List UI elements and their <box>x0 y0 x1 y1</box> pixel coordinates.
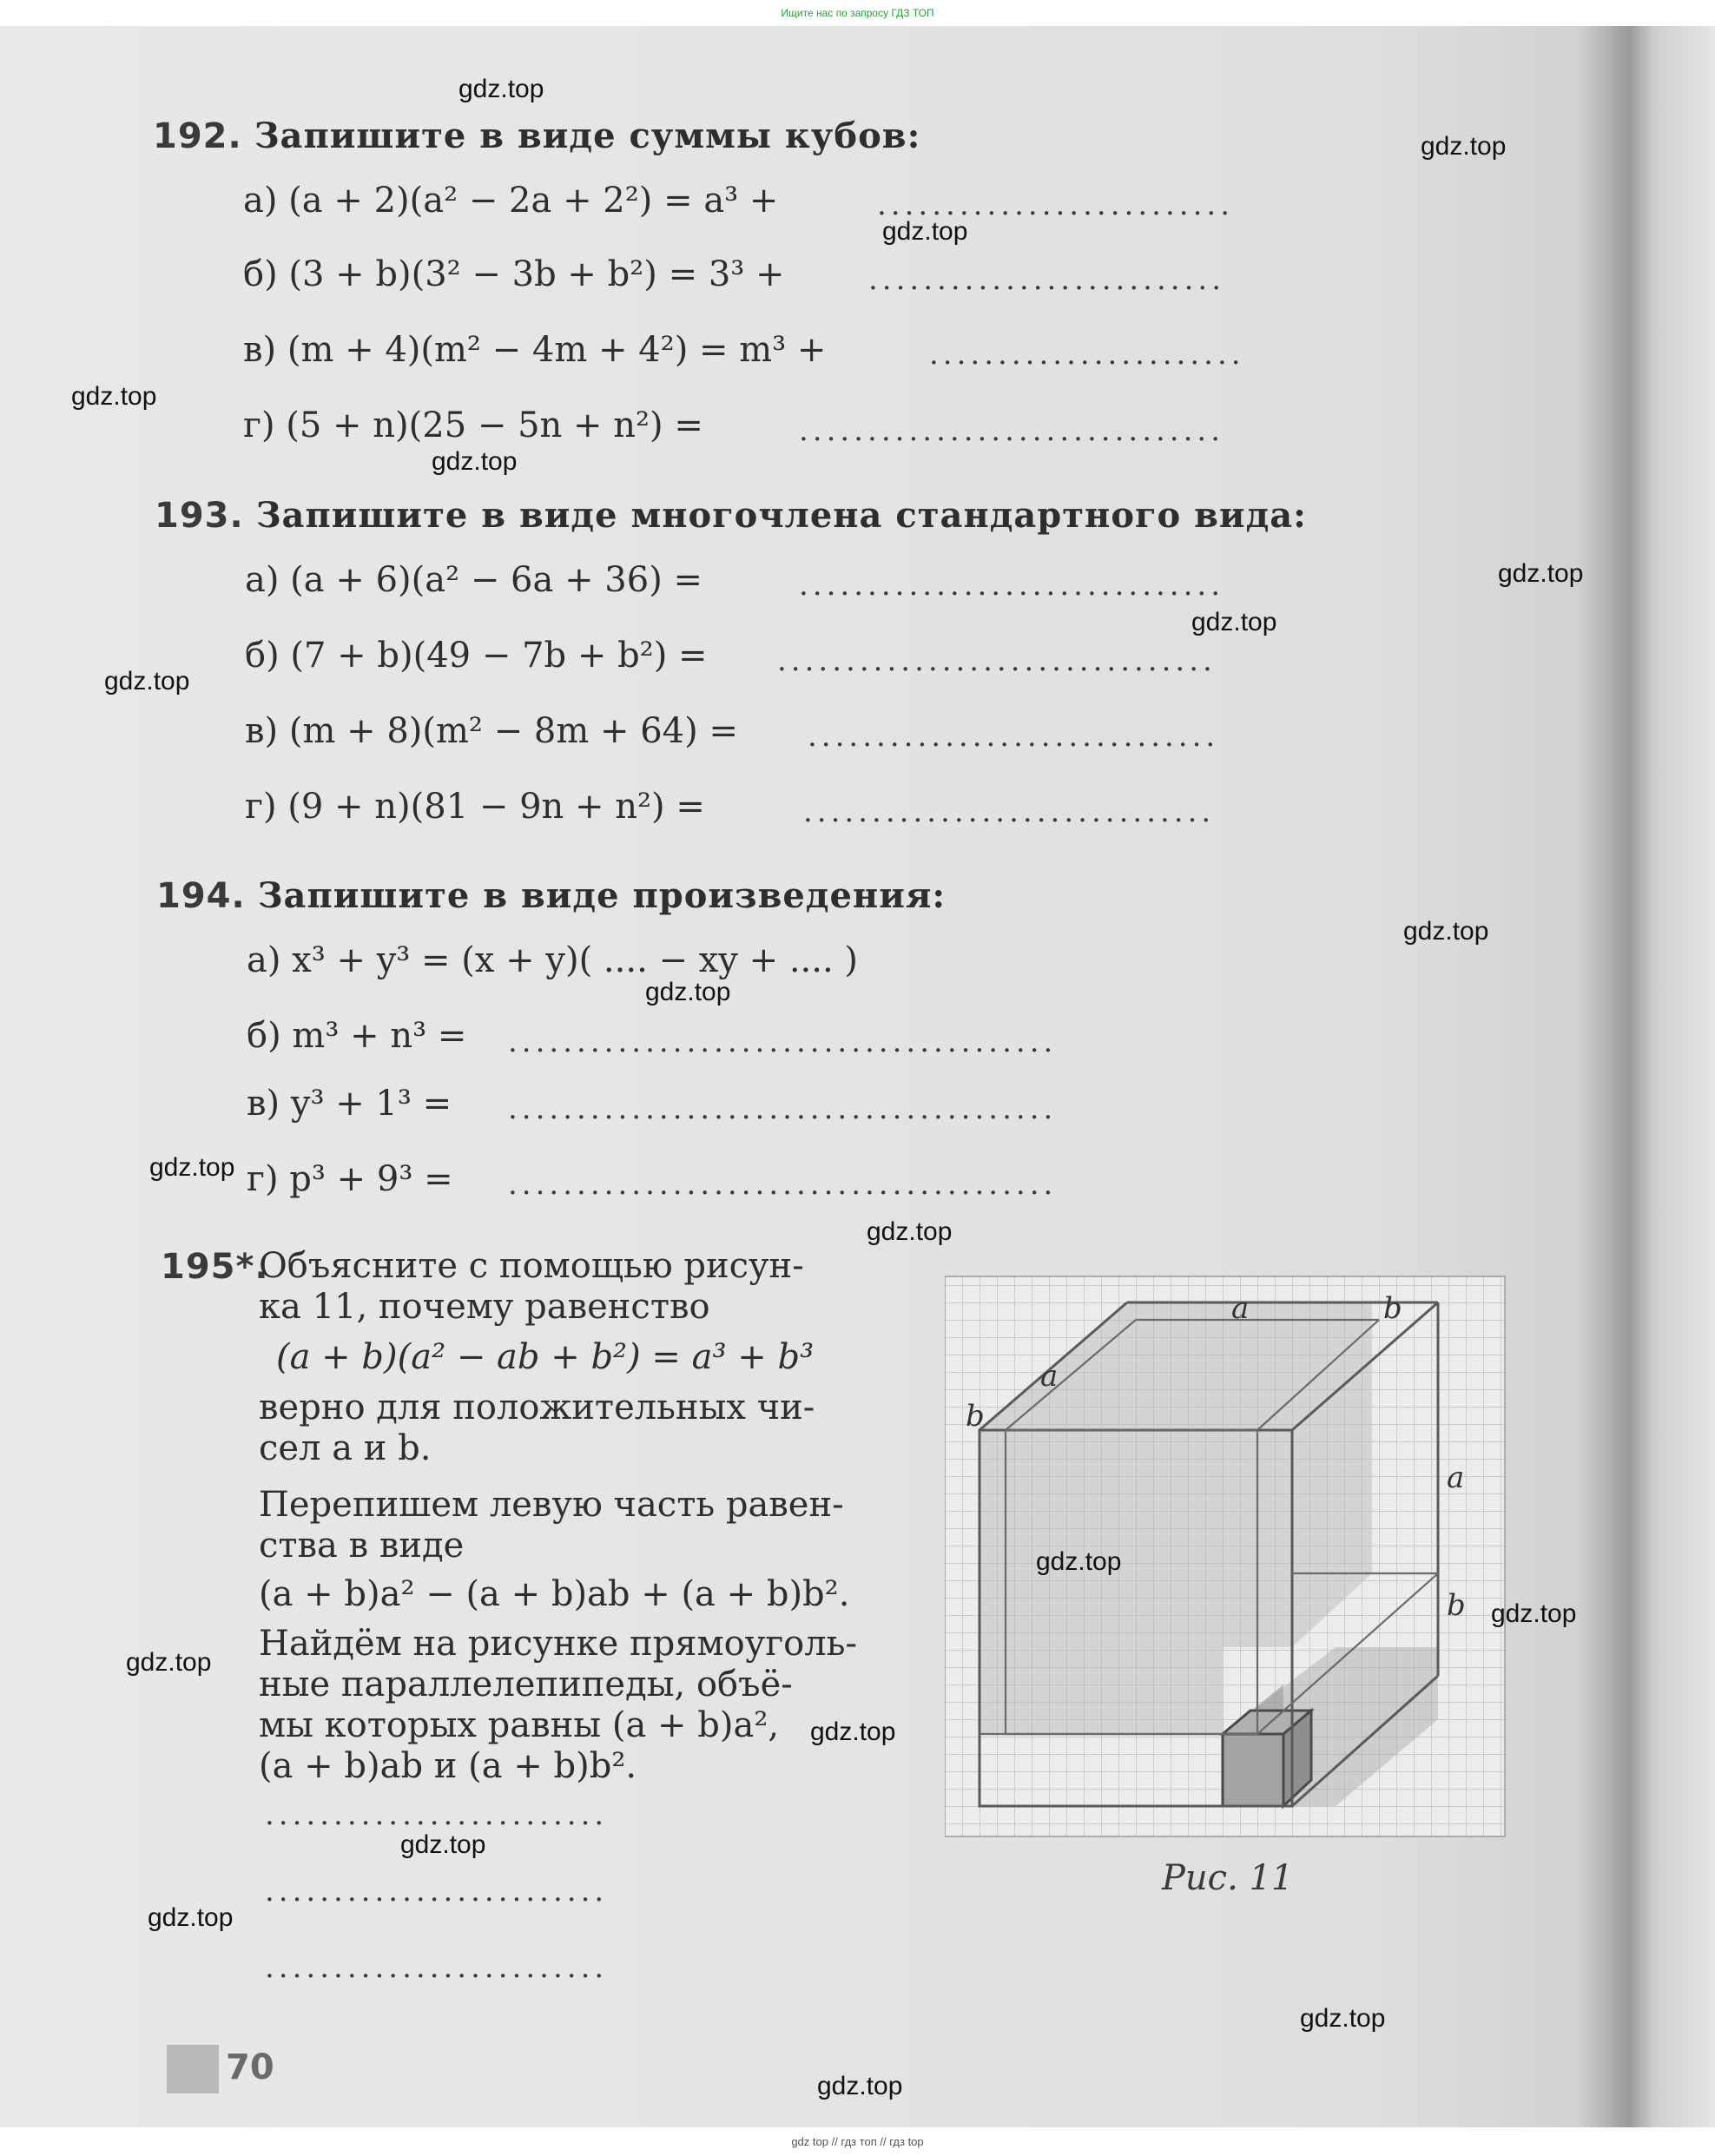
answer-line[interactable]: ............................... <box>799 413 1225 448</box>
exercise-192-number: 192. <box>153 116 242 156</box>
item-expr: (a + 6)(a² − 6a + 36) = <box>290 560 703 600</box>
exercise-195-line-6: Перепишем левую часть равен- <box>259 1485 844 1525</box>
exercise-194-item-v <box>247 1084 452 1124</box>
item-label: г) <box>247 1159 279 1199</box>
watermark-text: gdz.top <box>104 667 190 696</box>
exercise-192-item-b <box>243 254 785 294</box>
label-a-top: a <box>1231 1291 1250 1326</box>
exercise-194-item-b <box>247 1016 466 1056</box>
answer-line[interactable]: ........................................ <box>508 1167 1058 1202</box>
answer-line[interactable]: ............................... <box>799 568 1225 603</box>
item-expr: x³ + y³ = (x + y)( .... − xy + .... ) <box>292 940 859 980</box>
item-expr: (m + 8)(m² − 8m + 64) = <box>288 711 738 751</box>
watermark-text: gdz.top <box>148 1903 234 1932</box>
item-label: б) <box>247 1016 281 1056</box>
exercise-193-heading <box>155 495 1307 536</box>
answer-line[interactable]: ........................................ <box>508 1025 1058 1059</box>
watermark-text: gdz.top <box>882 217 968 246</box>
exercise-195-identity: (a + b)(a² − ab + b²) = a³ + b³ <box>276 1337 815 1377</box>
watermark-text: gdz.top <box>432 447 518 476</box>
watermark-text: gdz.top <box>458 75 544 103</box>
watermark-text: gdz.top <box>149 1153 235 1182</box>
exercise-193-item-a <box>245 560 702 600</box>
label-a-right: a <box>1447 1460 1465 1495</box>
exercise-195-number: 195*. <box>161 1247 269 1287</box>
item-label: в) <box>245 711 279 751</box>
answer-line[interactable]: .......................... <box>868 262 1225 297</box>
item-expr: (7 + b)(49 − 7b + b²) = <box>290 636 708 676</box>
watermark-text: gdz.top <box>1191 608 1277 636</box>
watermark-text: gdz.top <box>1498 559 1584 588</box>
exercise-195-line-1: Объясните с помощью рисун- <box>259 1246 804 1286</box>
item-label: г) <box>243 405 275 445</box>
item-label: б) <box>243 254 278 294</box>
answer-line[interactable]: ......................... <box>265 1950 609 1985</box>
item-expr: (5 + n)(25 − 5n + n²) = <box>286 405 703 445</box>
item-label: в) <box>247 1084 280 1124</box>
exercise-194-item-a <box>247 940 858 980</box>
exercise-192-heading <box>153 115 920 156</box>
item-expr: (m + 4)(m² − 4m + 4²) = m³ + <box>287 330 827 370</box>
exercise-193-item-v <box>245 711 738 751</box>
exercise-192-item-v <box>243 330 826 370</box>
cube-diagram <box>945 1268 1511 1851</box>
answer-line[interactable]: ......................... <box>265 1797 609 1832</box>
bottom-banner-text: gdz top // гдз топ // гдз top <box>791 2135 924 2148</box>
watermark-text: gdz.top <box>817 2072 903 2100</box>
exercise-195-line-11: мы которых равны (a + b)a², <box>259 1705 780 1745</box>
bottom-banner <box>0 2127 1715 2156</box>
exercise-194-number: 194. <box>156 876 246 916</box>
label-b-right: b <box>1447 1588 1466 1623</box>
figure-caption: Рис. 11 <box>1162 1858 1294 1898</box>
label-a-left: a <box>1040 1359 1059 1394</box>
answer-line[interactable]: .............................. <box>803 794 1216 829</box>
exercise-192-title: Запишите в виде суммы кубов: <box>254 115 921 156</box>
watermark-text: gdz.top <box>71 382 157 411</box>
exercise-195-line-12: (a + b)ab и (a + b)b². <box>259 1746 637 1786</box>
figure-11 <box>945 1268 1511 1851</box>
exercise-193-item-g <box>245 787 705 827</box>
exercise-195-line-9: Найдём на рисунке прямоуголь- <box>259 1624 857 1664</box>
exercise-194-heading <box>156 875 946 916</box>
exercise-192-item-g <box>243 405 703 445</box>
watermark-text: gdz.top <box>1403 917 1489 946</box>
exercise-194-item-g <box>247 1159 453 1199</box>
watermark-text: gdz.top <box>810 1718 896 1746</box>
answer-line[interactable]: ................................ <box>777 643 1217 678</box>
watermark-text: gdz.top <box>1300 2004 1386 2033</box>
answer-line[interactable]: .............................. <box>808 719 1220 754</box>
label-b-left: b <box>966 1399 985 1434</box>
exercise-193-item-b <box>245 636 708 676</box>
item-label: а) <box>243 181 278 221</box>
item-expr: (a + 2)(a² − 2a + 2²) = a³ + <box>288 181 779 221</box>
exercise-194-title: Запишите в виде произведения: <box>257 875 947 916</box>
item-label: б) <box>245 636 280 676</box>
watermark-text: gdz.top <box>126 1648 212 1677</box>
exercise-195-line-7: ства в виде <box>259 1526 465 1566</box>
exercise-195-line-10: ные параллелепипеды, объё- <box>259 1665 793 1704</box>
item-label: г) <box>245 787 277 827</box>
item-label: в) <box>243 330 277 370</box>
item-label: а) <box>247 940 281 980</box>
item-expr: p³ + 9³ = <box>289 1159 453 1199</box>
watermark-text: gdz.top <box>1036 1547 1122 1576</box>
page-number-badge <box>167 2045 219 2093</box>
answer-line[interactable]: .......................... <box>877 188 1234 222</box>
exercise-195-line-8: (a + b)a² − (a + b)ab + (a + b)b². <box>259 1574 850 1614</box>
item-expr: (3 + b)(3² − 3b + b²) = 3³ + <box>288 254 785 294</box>
answer-line[interactable]: ........................................ <box>508 1091 1058 1126</box>
textbook-page <box>0 26 1715 2127</box>
label-b-top: b <box>1383 1291 1402 1326</box>
exercise-195-line-5: сел a и b. <box>259 1428 432 1468</box>
page-number: 70 <box>226 2047 274 2087</box>
exercise-195-line-4: верно для положительных чи- <box>259 1388 815 1427</box>
top-banner-text: Ищите нас по запросу ГДЗ ТОП <box>781 7 934 19</box>
exercise-193-number: 193. <box>155 496 244 536</box>
watermark-text: gdz.top <box>1421 132 1507 161</box>
watermark-text: gdz.top <box>400 1830 486 1859</box>
exercise-192-item-a <box>243 181 778 221</box>
small-cube-front <box>1223 1734 1283 1806</box>
answer-line[interactable]: ....................... <box>929 337 1245 372</box>
item-expr: (9 + n)(81 − 9n + n²) = <box>287 787 705 827</box>
item-expr: y³ + 1³ = <box>290 1084 452 1124</box>
watermark-text: gdz.top <box>867 1217 953 1246</box>
exercise-193-title: Запишите в виде многочлена стандартного вида: <box>255 495 1307 536</box>
answer-line[interactable]: ......................... <box>265 1874 609 1909</box>
watermark-text: gdz.top <box>645 978 731 1006</box>
item-expr: m³ + n³ = <box>292 1016 467 1056</box>
top-banner <box>0 0 1715 26</box>
item-label: а) <box>245 560 280 600</box>
watermark-text: gdz.top <box>1491 1599 1577 1628</box>
exercise-195-line-2: ка 11, почему равенство <box>259 1287 710 1327</box>
